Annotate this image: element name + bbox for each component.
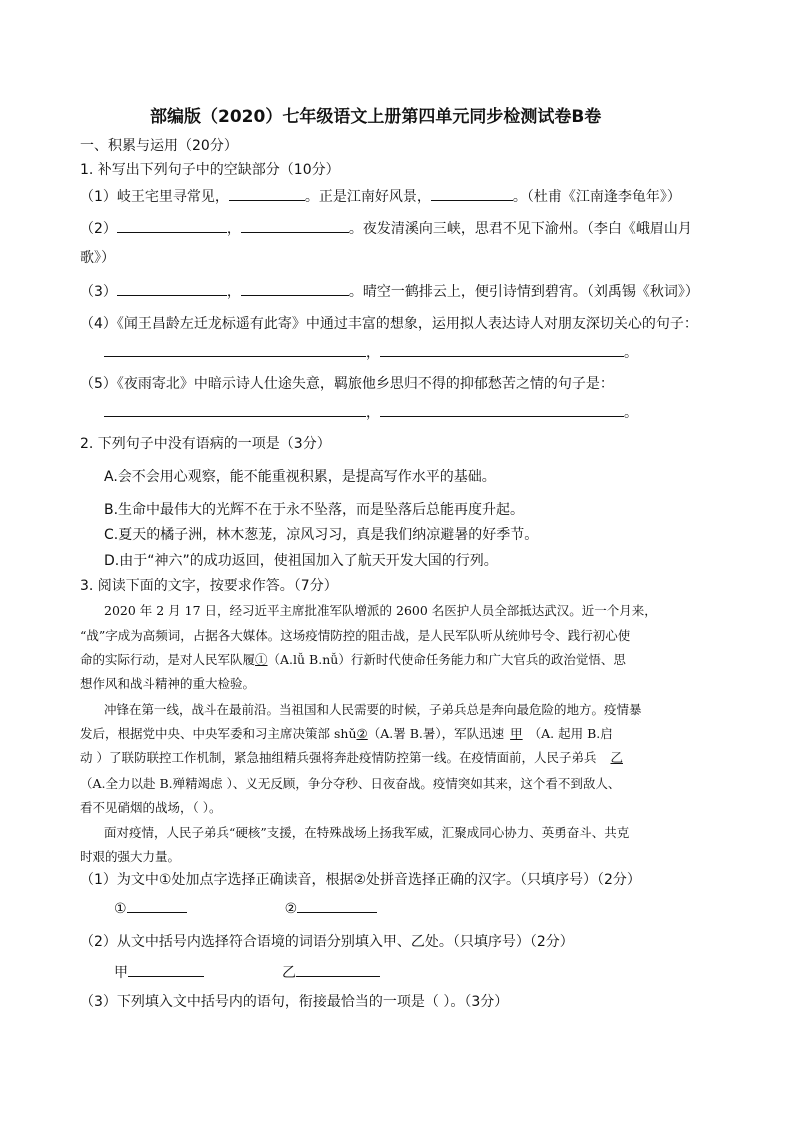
text: ， [226,284,241,300]
text: 。 [624,345,638,361]
passage-line: （A.全力以赴 B.殚精竭虑 ）、义无反顾，争分夺秒、日夜奋战。疫情突如其来，这个看不到敌人、 [80,776,621,791]
q3-sub-3: （3）下列填入文中括号内的语句，衔接最恰当的一项是（ ）。（3分） [80,994,509,1010]
q1-stem: 1. 补写出下列句子中的空缺部分（10分） [80,162,340,178]
q2-option-d[interactable]: D.由于“神六”的成功返回，使祖国加入了航天开发大国的行列。 [104,553,498,569]
answer-blank[interactable] [104,402,366,417]
text: ① [114,901,127,917]
passage-line: 看不见硝烟的战场，（ ）。 [80,800,222,815]
text: 发后，根据党中央、中央军委和习主席决策部 shǔ [80,726,357,741]
text: 。晴空一鹤排云上，便引诗情到碧宵。（刘禹锡《秋词》） [348,284,699,300]
passage-line: 冲锋在第一线，战斗在最前沿。当祖国和人民需要的时候，子弟兵总是奔向最危险的地方。疫情暴 [104,702,642,717]
text: 。 [624,405,638,421]
blank-marker-1: ① [255,652,268,667]
text: 甲 [114,965,128,981]
text: 。正是江南好风景， [304,189,431,205]
passage-line [80,748,623,768]
text: （3） [80,284,117,300]
q3-stem: 3. 阅读下面的文字，按要求作答。（7分） [80,578,338,594]
q1-item-2-cont: 歌》） [80,250,115,266]
blank-marker-jia: 甲 [510,726,523,741]
answer-blank[interactable] [431,186,513,201]
text: （A. 起用 B.启 [528,726,613,741]
passage-line [80,724,613,744]
text: （1）岐王宅里寻常见， [80,189,229,205]
answer-blank[interactable] [127,898,187,913]
passage-line: “战”字成为高频词，占据各大媒体。这场疫情防控的阻击战，是人民军队听从统帅号令、践行初心使 [80,628,631,643]
q2-option-c[interactable]: C.夏天的橘子洲，林木葱茏，凉风习习，真是我们纳凉避暑的好季节。 [104,527,539,543]
q3-sub-1: （1）为文中①处加点字选择正确读音，根据②处拼音选择正确的汉字。（只填序号）（2分） [80,872,641,888]
answer-blank[interactable] [241,218,349,233]
q2-stem: 2. 下列句子中没有语病的一项是（3分） [80,436,331,452]
passage-line [80,650,626,670]
answer-blank[interactable] [296,962,380,977]
q3-sub-1-answer [114,898,377,919]
q3-sub-2-answer [114,962,380,983]
q1-item-3 [80,281,699,302]
answer-blank[interactable] [380,402,624,417]
passage-line: 2020 年 2 月 17 日，经习近平主席批准军队增派的 2600 名医护人员全部抵达武汉。近一个月来， [104,603,657,618]
passage-line: 时艰的强大力量。 [80,849,181,864]
q1-item-5-answer [104,402,638,423]
q1-item-2 [80,218,692,239]
answer-blank[interactable] [297,898,377,913]
exam-title: 部编版（2020）七年级语文上册第四单元同步检测试卷B卷 [150,107,602,127]
answer-blank[interactable] [229,186,305,201]
blank-marker-yi: 乙 [610,750,623,765]
text: ， [366,345,380,361]
section-heading: 一、积累与运用（20分） [80,138,238,154]
answer-blank[interactable] [241,281,349,296]
text: 乙 [282,965,296,981]
q1-item-4: （4）《闻王昌龄左迁龙标遥有此寄》中通过丰富的想象，运用拟人表达诗人对朋友深切关心的句子： [80,316,698,332]
passage-line: 想作风和战斗精神的重大检验。 [80,676,256,691]
text: 动 ）了联防联控工作机制，紧急抽组精兵强将奔赴疫情防控第一线。在疫情面前，人民子弟兵 [80,750,597,765]
text: 命的实际行动，是对人民军队履 [80,652,256,667]
text: （A.署 B.暑），军队迅速 [367,726,505,741]
answer-blank[interactable] [380,342,624,357]
passage-line: 面对疫情，人民子弟兵“硬核”支援，在特殊战场上扬我军威，汇聚成同心协力、英勇奋斗、共克 [104,825,630,840]
q1-item-4-answer [104,342,638,363]
text: 。（杜甫《江南逢李龟年》） [512,189,681,205]
q1-item-5: （5）《夜雨寄北》中暗示诗人仕途失意，羁旅他乡思归不得的抑郁愁苦之情的句子是： [80,376,614,392]
answer-blank[interactable] [104,342,366,357]
answer-blank[interactable] [117,218,227,233]
q2-option-a[interactable]: A.会不会用心观察，能不能重视积累，是提高写作水平的基础。 [104,469,496,485]
text: 。夜发清溪向三峡，思君不见下渝州。（李白《峨眉山月 [348,221,692,237]
text: ② [284,901,298,917]
answer-blank[interactable] [117,281,227,296]
q3-sub-2: （2）从文中括号内选择符合语境的词语分别填入甲、乙处。（只填序号）（2分） [80,934,574,950]
answer-blank[interactable] [128,962,204,977]
text: ， [226,221,241,237]
text: （A.lǚ B.nǚ）行新时代使命任务能力和广大官兵的政治觉悟、思 [267,652,626,667]
blank-marker-2: ② [356,726,368,741]
text: （2） [80,221,117,237]
q2-option-b[interactable]: B.生命中最伟大的光辉不在于永不坠落，而是坠落后总能再度升起。 [104,502,525,518]
text: ， [366,405,380,421]
q1-item-1 [80,186,681,207]
